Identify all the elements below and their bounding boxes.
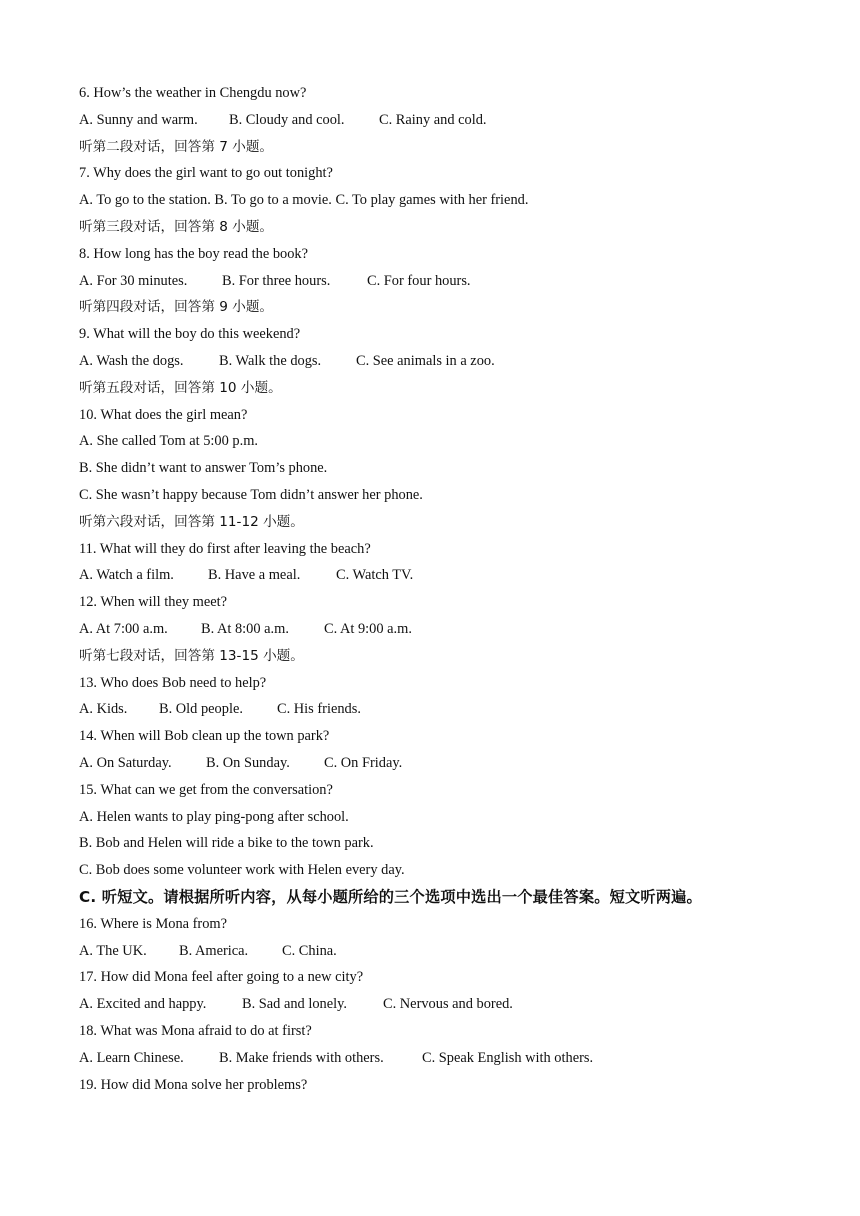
answer-option: B. On Sunday. bbox=[206, 755, 290, 771]
answer-option: B. Old people. bbox=[159, 701, 243, 718]
question-text: 9. What will the boy do this weekend? bbox=[79, 326, 301, 343]
option-line: A. She called Tom at 5:00 p.m. bbox=[79, 433, 258, 450]
question-text: 12. When will they meet? bbox=[79, 594, 227, 611]
answer-option: B. Have a meal. bbox=[208, 567, 301, 584]
answer-option: B. America. bbox=[179, 942, 249, 959]
question-text: 17. How did Mona feel after going to a new city? bbox=[79, 969, 364, 986]
question-text: 19. How did Mona solve her problems? bbox=[79, 1076, 308, 1093]
question-text: 7. Why does the girl want to go out tonight? bbox=[79, 165, 333, 182]
option-line: A. Helen wants to play ping-pong after school. bbox=[79, 808, 349, 825]
option-line: C. Bob does some volunteer work with Helen every day. bbox=[79, 862, 405, 879]
question-text: 14. When will Bob clean up the town park? bbox=[79, 728, 330, 745]
section-instruction: 听第二段对话，回答第 7 小题。 bbox=[79, 138, 274, 155]
answer-option: B. Walk the dogs. bbox=[219, 353, 322, 369]
answer-option: A. Excited and happy. bbox=[79, 996, 207, 1013]
answer-option: A. Learn Chinese. bbox=[79, 1049, 184, 1066]
answer-option: B. Cloudy and cool. bbox=[229, 111, 345, 128]
answer-option: C. Nervous and bored. bbox=[383, 996, 513, 1013]
question-text: 13. Who does Bob need to help? bbox=[79, 674, 267, 691]
option-line: C. She wasn’t happy because Tom didn’t answer her phone. bbox=[79, 487, 423, 503]
answer-option: B. At 8:00 a.m. bbox=[201, 621, 289, 637]
option-line: B. She didn’t want to answer Tom’s phone. bbox=[79, 460, 328, 477]
answer-option: A. The UK. bbox=[79, 942, 147, 959]
section-instruction: 听第四段对话，回答第 9 小题。 bbox=[79, 299, 274, 316]
question-text: 18. What was Mona afraid to do at first? bbox=[79, 1023, 312, 1039]
answer-option: A. For 30 minutes. bbox=[79, 272, 188, 289]
question-text: 16. Where is Mona from? bbox=[79, 915, 227, 932]
section-instruction: 听第三段对话，回答第 8 小题。 bbox=[79, 219, 274, 235]
option-line: A. To go to the station. B. To go to a movie. C. To play games with her friend. bbox=[79, 192, 529, 209]
answer-option: A. Wash the dogs. bbox=[79, 353, 184, 369]
answer-option: A. Kids. bbox=[79, 701, 128, 718]
question-text: 8. How long has the boy read the book? bbox=[79, 245, 308, 262]
part-heading: C. 听短文。请根据所听内容，从每小题所给的三个选项中选出一个最佳答案。短文听两遍。 bbox=[79, 888, 702, 906]
section-instruction: 听第六段对话，回答第 11-12 小题。 bbox=[79, 513, 304, 530]
question-text: 6. How’s the weather in Chengdu now? bbox=[79, 85, 307, 101]
answer-option: B. For three hours. bbox=[222, 272, 331, 289]
section-instruction: 听第五段对话，回答第 10 小题。 bbox=[79, 379, 282, 396]
option-line: B. Bob and Helen will ride a bike to the town park. bbox=[79, 835, 374, 852]
answer-option: C. For four hours. bbox=[367, 272, 471, 289]
answer-option: A. At 7:00 a.m. bbox=[79, 621, 168, 637]
question-text: 10. What does the girl mean? bbox=[79, 406, 248, 423]
section-instruction: 听第七段对话，回答第 13-15 小题。 bbox=[79, 647, 304, 664]
answer-option: C. Watch TV. bbox=[336, 567, 414, 584]
answer-option: C. Rainy and cold. bbox=[379, 111, 487, 128]
answer-option: C. His friends. bbox=[277, 701, 361, 718]
answer-option: A. Sunny and warm. bbox=[79, 111, 198, 128]
answer-option: C. Speak English with others. bbox=[422, 1049, 594, 1066]
answer-option: A. Watch a film. bbox=[79, 567, 174, 584]
answer-option: C. On Friday. bbox=[324, 755, 403, 771]
answer-option: B. Make friends with others. bbox=[219, 1049, 384, 1066]
answer-option: C. At 9:00 a.m. bbox=[324, 621, 412, 637]
answer-option: C. See animals in a zoo. bbox=[356, 353, 495, 369]
answer-option: B. Sad and lonely. bbox=[242, 996, 347, 1013]
answer-option: C. China. bbox=[282, 942, 337, 959]
answer-option: A. On Saturday. bbox=[79, 755, 172, 771]
question-text: 15. What can we get from the conversation? bbox=[79, 781, 333, 798]
question-text: 11. What will they do first after leaving the beach? bbox=[79, 540, 371, 557]
